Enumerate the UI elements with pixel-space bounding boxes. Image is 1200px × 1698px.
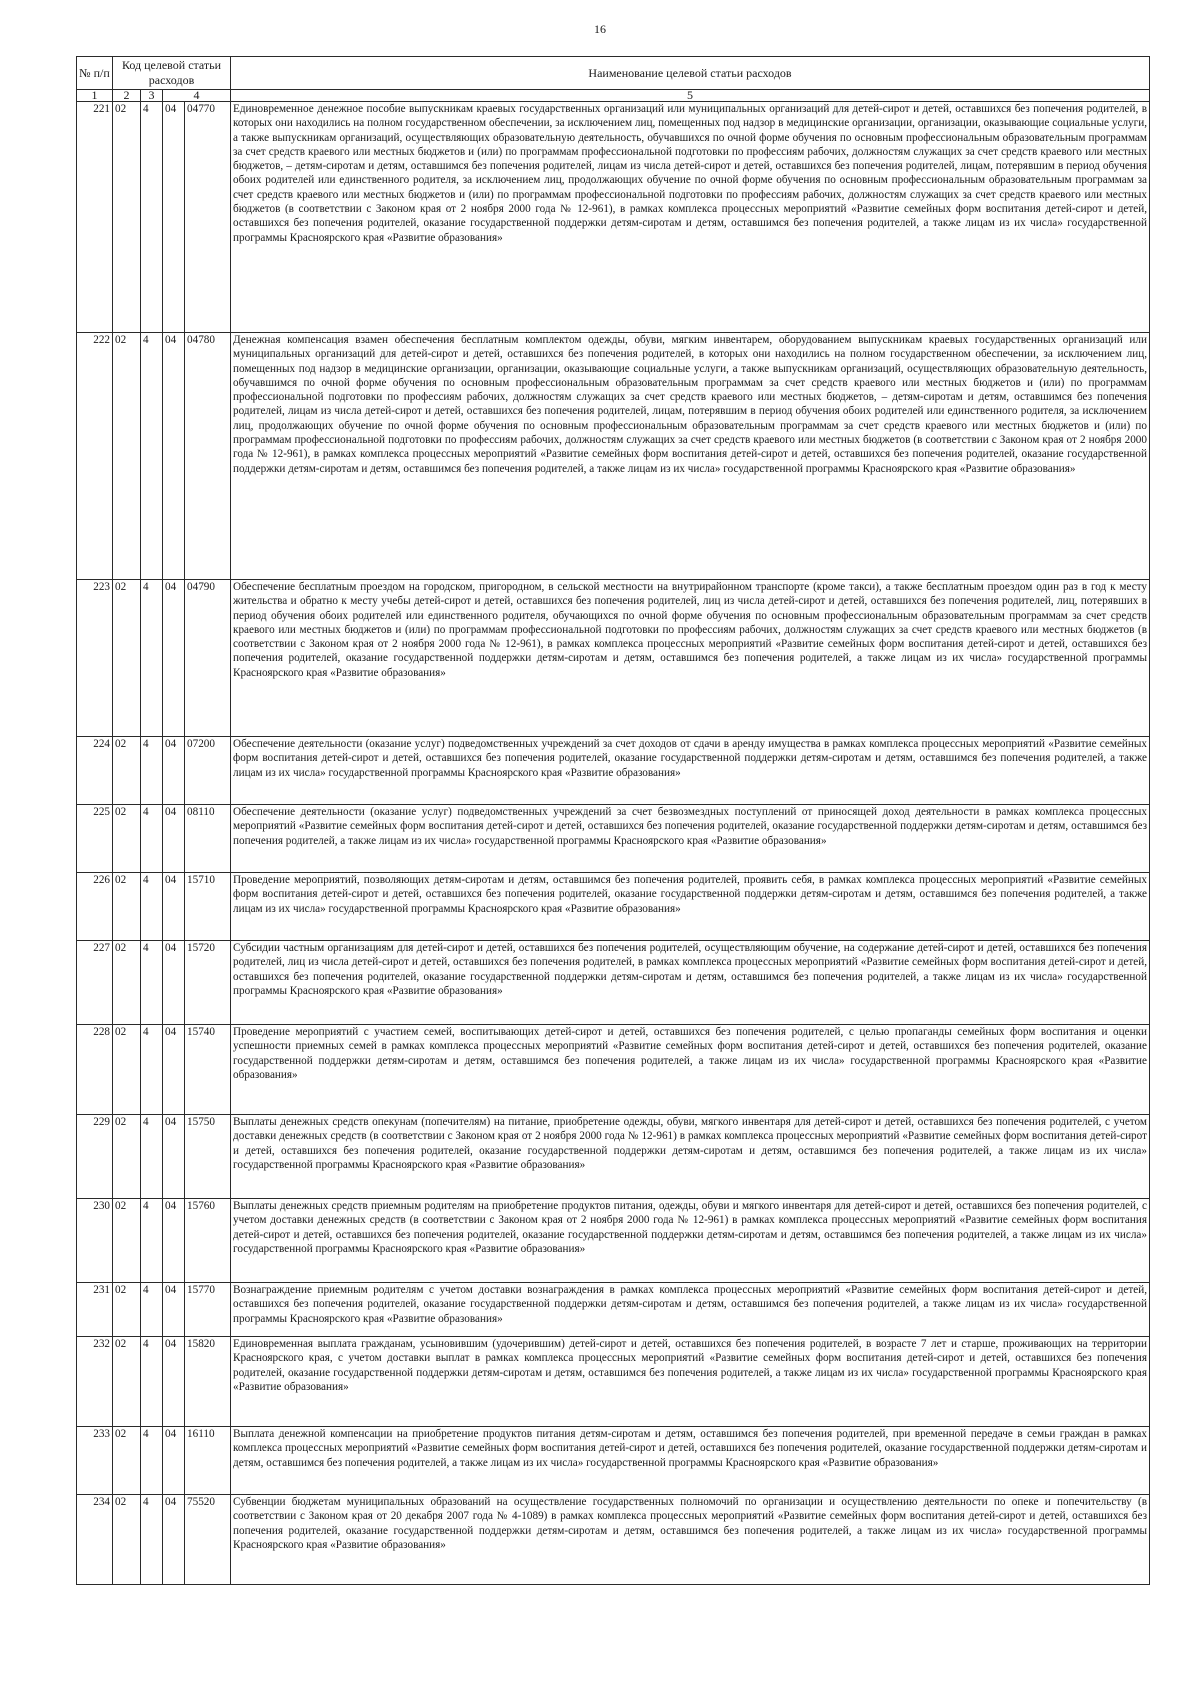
table-body (77, 102, 1150, 1585)
table-row (77, 1025, 1150, 1115)
table-row (77, 102, 1150, 333)
table-row (77, 1199, 1150, 1283)
code-type: 4 (141, 1199, 163, 1283)
header-index: 1 (77, 90, 113, 102)
code-type: 4 (141, 1495, 163, 1585)
expense-name: Денежная компенсация взамен обеспечения бесплатным комплектом одежды, обуви, мягким инвентарем, оборудованием выпускникам краевых государственных организаций или муниципальных организаций для детей-сирот и детей, оставшихся без попечения родителей, в которых они находились на полном государственном обеспечении, за исключением лиц, помещенных под надзор в медицинские организации, организации, оказывающие социальные услуги, а также выпускникам организаций, осуществляющих образовательную деятельность, обучавшимся по очной форме обучения по основным профессиональным образовательным программам за счет средств краевого или местных бюджетов и (или) по программам профессиональной подготовки по профессиям рабочих, должностям служащих за счет средств краевого или местных бюджетов, – детям-сиротам и детям, оставшимся без попечения родителей, лицам из числа детей-сирот и детей, оставшихся без попечения родителей, лицам, потерявшим в период обучения обоих родителей или единственного родителя, за исключением лиц, продолжающих обучение по очной форме обучения по основным профессиональным образовательным программам за счет средств краевого или местных бюджетов и (или) по программам профессиональной подготовки по профессиям рабочих, должностям служащих за счет средств краевого или местных бюджетов (в соответствии с Законом края от 2 ноября 2000 года № 12-961), в рамках комплекса процессных мероприятий «Развитие семейных форм воспитания детей-сирот и детей, оставшихся без попечения родителей, оказание государственной поддержки детям-сиротам и детям, оставшимся без попечения родителей, а также лицам из их числа» государственной программы Красноярского края «Развитие образования» (231, 333, 1150, 580)
table-row (77, 1283, 1150, 1337)
code-type: 4 (141, 941, 163, 1025)
expense-name: Единовременная выплата гражданам, усыновившим (удочерившим) детей-сирот и детей, оставшихся без попечения родителей, в возрасте 7 лет и старше, проживающих на территории Красноярского края, с учетом доставки выплат в рамках комплекса процессных мероприятий «Развитие семейных форм воспитания детей-сирот и детей, оставшихся без попечения родителей, оказание государственной поддержки детям-сиротам и детям, оставшимся без попечения родителей, а также лицам из их числа» государственной программы Красноярского края «Развитие образования» (231, 1337, 1150, 1427)
row-number: 223 (77, 580, 113, 737)
code-type: 4 (141, 1283, 163, 1337)
code-complex: 04 (163, 737, 185, 805)
code-direction: 75520 (185, 1495, 231, 1585)
code-program: 02 (113, 580, 141, 737)
row-number: 221 (77, 102, 113, 333)
code-direction: 15770 (185, 1283, 231, 1337)
code-type: 4 (141, 1115, 163, 1199)
table-header (77, 57, 1150, 102)
expense-name: Проведение мероприятий, позволяющих детям-сиротам и детям, оставшимся без попечения родителей, проявить себя, в рамках комплекса процессных мероприятий «Развитие семейных форм воспитания детей-сирот и детей, оставшихся без попечения родителей, оказание государственной поддержки детям-сиротам и детям, оставшимся без попечения родителей, а также лицам из их числа» государственной программы Красноярского края «Развитие образования» (231, 873, 1150, 941)
code-direction: 08110 (185, 805, 231, 873)
row-number: 228 (77, 1025, 113, 1115)
row-number: 233 (77, 1427, 113, 1495)
expense-name: Субсидии частным организациям для детей-сирот и детей, оставшихся без попечения родителей, осуществляющим обучение, на содержание детей-сирот и детей, оставшихся без попечения родителей, лиц из числа детей-сирот и детей, оставшихся без попечения родителей, в рамках комплекса процессных мероприятий «Развитие семейных форм воспитания детей-сирот и детей, оставшихся без попечения родителей, оказание государственной поддержки детям-сиротам и детям, оставшимся без попечения родителей, а также лицам из их числа» государственной программы Красноярского края «Развитие образования» (231, 941, 1150, 1025)
table-row (77, 333, 1150, 580)
code-type: 4 (141, 805, 163, 873)
budget-table (76, 56, 1150, 1585)
code-type: 4 (141, 737, 163, 805)
table-row (77, 1337, 1150, 1427)
code-direction: 15710 (185, 873, 231, 941)
code-program: 02 (113, 333, 141, 580)
expense-name: Вознаграждение приемным родителям с учетом доставки вознаграждения в рамках комплекса процессных мероприятий «Развитие семейных форм воспитания детей-сирот и детей, оставшихся без попечения родителей, оказание государственной поддержки детям-сиротам и детям, оставшимся без попечения родителей, а также лицам из их числа» государственной программы Красноярского края «Развитие образования» (231, 1283, 1150, 1337)
table-row (77, 1427, 1150, 1495)
table-row (77, 873, 1150, 941)
code-type: 4 (141, 1337, 163, 1427)
expense-name: Выплаты денежных средств приемным родителям на приобретение продуктов питания, одежды, обуви и мягкого инвентаря для детей-сирот и детей, оставшихся без попечения родителей, с учетом доставки денежных средств (в соответствии с Законом края от 2 ноября 2000 года № 12-961) в рамках комплекса процессных мероприятий «Развитие семейных форм воспитания детей-сирот и детей, оставшихся без попечения родителей, оказание государственной поддержки детям-сиротам и детям, оставшимся без попечения родителей, а также лицам из их числа» государственной программы Красноярского края «Развитие образования» (231, 1199, 1150, 1283)
row-number: 234 (77, 1495, 113, 1585)
header-index: 4 (163, 90, 231, 102)
code-direction: 15720 (185, 941, 231, 1025)
expense-name: Обеспечение бесплатным проездом на городском, пригородном, в сельской местности на внутрирайонном транспорте (кроме такси), а также бесплатным проездом один раз в год к месту жительства и обратно к месту учебы детей-сирот и детей, оставшихся без попечения родителей, лиц из числа детей-сирот и детей, оставшихся без попечения родителей, лиц, потерявших в период обучения обоих родителей или единственного родителя, обучающихся по очной форме обучения по основным профессиональным образовательным программам за счет средств краевого или местных бюджетов и (или) по программам профессиональной подготовки по профессиям рабочих, должностям служащих за счет средств краевого или местных бюджетов (в соответствии с Законом края от 2 ноября 2000 года № 12-961), в рамках комплекса процессных мероприятий «Развитие семейных форм воспитания детей-сирот и детей, оставшихся без попечения родителей, оказание государственной поддержки детям-сиротам и детям, оставшимся без попечения родителей, а также лицам из их числа» государственной программы Красноярского края «Развитие образования» (231, 580, 1150, 737)
row-number: 226 (77, 873, 113, 941)
code-direction: 15750 (185, 1115, 231, 1199)
code-program: 02 (113, 873, 141, 941)
code-program: 02 (113, 1495, 141, 1585)
header-index: 2 (113, 90, 141, 102)
expense-name: Выплаты денежных средств опекунам (попечителям) на питание, приобретение одежды, обуви, мягкого инвентаря для детей-сирот и детей, оставшихся без попечения родителей, с учетом доставки денежных средств (в соответствии с Законом края от 2 ноября 2000 года № 12-961) в рамках комплекса процессных мероприятий «Развитие семейных форм воспитания детей-сирот и детей, оставшихся без попечения родителей, оказание государственной поддержки детям-сиротам и детям, оставшимся без попечения родителей, а также лицам из их числа» государственной программы Красноярского края «Развитие образования» (231, 1115, 1150, 1199)
header-index: 3 (141, 90, 163, 102)
code-direction: 04790 (185, 580, 231, 737)
code-program: 02 (113, 1283, 141, 1337)
table-row (77, 1495, 1150, 1585)
code-complex: 04 (163, 1495, 185, 1585)
page-number: 16 (594, 22, 606, 36)
code-direction: 15740 (185, 1025, 231, 1115)
code-program: 02 (113, 1199, 141, 1283)
code-type: 4 (141, 1427, 163, 1495)
code-direction: 04780 (185, 333, 231, 580)
row-number: 231 (77, 1283, 113, 1337)
table-row (77, 805, 1150, 873)
code-complex: 04 (163, 1337, 185, 1427)
code-direction: 15760 (185, 1199, 231, 1283)
code-complex: 04 (163, 1115, 185, 1199)
code-type: 4 (141, 102, 163, 333)
code-complex: 04 (163, 333, 185, 580)
expense-name: Обеспечение деятельности (оказание услуг) подведомственных учреждений за счет доходов от сдачи в аренду имущества в рамках комплекса процессных мероприятий «Развитие семейных форм воспитания детей-сирот и детей, оставшихся без попечения родителей, оказание государственной поддержки детям-сиротам и детям, оставшимся без попечения родителей, а также лицам из их числа» государственной программы Красноярского края «Развитие образования» (231, 737, 1150, 805)
header-index: 5 (231, 90, 1150, 102)
code-program: 02 (113, 805, 141, 873)
code-program: 02 (113, 1115, 141, 1199)
code-direction: 16110 (185, 1427, 231, 1495)
code-complex: 04 (163, 1025, 185, 1115)
code-program: 02 (113, 1337, 141, 1427)
code-type: 4 (141, 1025, 163, 1115)
code-program: 02 (113, 1025, 141, 1115)
code-complex: 04 (163, 941, 185, 1025)
row-number: 227 (77, 941, 113, 1025)
code-complex: 04 (163, 873, 185, 941)
code-complex: 04 (163, 580, 185, 737)
code-complex: 04 (163, 805, 185, 873)
code-direction: 07200 (185, 737, 231, 805)
row-number: 232 (77, 1337, 113, 1427)
row-number: 225 (77, 805, 113, 873)
header-number: № п/п (77, 57, 113, 90)
row-number: 229 (77, 1115, 113, 1199)
expense-name: Проведение мероприятий с участием семей, воспитывающих детей-сирот и детей, оставшихся без попечения родителей, с целью пропаганды семейных форм воспитания и оценки успешности приемных семей в рамках комплекса процессных мероприятий «Развитие семейных форм воспитания детей-сирот и детей, оставшихся без попечения родителей, оказание государственной поддержки детям-сиротам и детям, оставшимся без попечения родителей, а также лицам из их числа» государственной программы Красноярского края «Развитие образования» (231, 1025, 1150, 1115)
code-complex: 04 (163, 1199, 185, 1283)
code-program: 02 (113, 941, 141, 1025)
table-row (77, 580, 1150, 737)
code-direction: 15820 (185, 1337, 231, 1427)
table-row (77, 1115, 1150, 1199)
code-complex: 04 (163, 1283, 185, 1337)
code-program: 02 (113, 1427, 141, 1495)
expense-name: Единовременное денежное пособие выпускникам краевых государственных организаций или муниципальных организаций для детей-сирот и детей, оставшихся без попечения родителей, в которых они находились на полном государственном обеспечении, за исключением лиц, помещенных под надзор в медицинские организации, организации, оказывающие социальные услуги, а также выпускникам организаций, осуществляющих образовательную деятельность, обучавшихся по очной форме обучения по основным профессиональным образовательным программам за счет средств краевого или местных бюджетов и (или) по программам профессиональной подготовки по профессиям рабочих, должностям служащих за счет средств краевого или местных бюджетов, – детям-сиротам и детям, оставшимся без попечения родителей, лицам из числа детей-сирот и детей, оставшихся без попечения родителей, лицам, потерявшим в период обучения обоих родителей или единственного родителя, за исключением лиц, продолжающих обучение по очной форме обучения по основным профессиональным образовательным программам за счет средств краевого или местных бюджетов и (или) по программам профессиональной подготовки по профессиям рабочих, должностям служащих за счет средств краевого или местных бюджетов (в соответствии с Законом края от 2 ноября 2000 года № 12-961), в рамках комплекса процессных мероприятий «Развитие семейных форм воспитания детей-сирот и детей, оставшихся без попечения родителей, оказание государственной поддержки детям-сиротам и детям, оставшимся без попечения родителей, а также лицам из их числа» государственной программы Красноярского края «Развитие образования» (231, 102, 1150, 333)
row-number: 222 (77, 333, 113, 580)
code-complex: 04 (163, 102, 185, 333)
code-complex: 04 (163, 1427, 185, 1495)
code-type: 4 (141, 333, 163, 580)
row-number: 224 (77, 737, 113, 805)
code-direction: 04770 (185, 102, 231, 333)
expense-name: Выплата денежной компенсации на приобретение продуктов питания детям-сиротам и детям, оставшимся без попечения родителей, при временной передаче в семьи граждан в рамках комплекса процессных мероприятий «Развитие семейных форм воспитания детей-сирот и детей, оставшихся без попечения родителей, оказание государственной поддержки детям-сиротам и детям, оставшимся без попечения родителей, а также лицам из их числа» государственной программы Красноярского края «Развитие образования» (231, 1427, 1150, 1495)
table-row (77, 737, 1150, 805)
code-type: 4 (141, 873, 163, 941)
table-row (77, 941, 1150, 1025)
code-type: 4 (141, 580, 163, 737)
row-number: 230 (77, 1199, 113, 1283)
header-name: Наименование целевой статьи расходов (231, 57, 1150, 90)
expense-name: Субвенции бюджетам муниципальных образований на осуществление государственных полномочий по организации и осуществлению деятельности по опеке и попечительству (в соответствии с Законом края от 20 декабря 2007 года № 4-1089) в рамках комплекса процессных мероприятий «Развитие семейных форм воспитания детей-сирот и детей, оставшихся без попечения родителей, оказание государственной поддержки детям-сиротам и детям, оставшимся без попечения родителей, а также лицам из их числа» государственной программы Красноярского края «Развитие образования» (231, 1495, 1150, 1585)
code-program: 02 (113, 102, 141, 333)
expense-name: Обеспечение деятельности (оказание услуг) подведомственных учреждений за счет безвозмездных поступлений от приносящей доход деятельности в рамках комплекса процессных мероприятий «Развитие семейных форм воспитания детей-сирот и детей, оставшихся без попечения родителей, оказание государственной поддержки детям-сиротам и детям, оставшимся без попечения родителей, а также лицам из их числа» государственной программы Красноярского края «Развитие образования» (231, 805, 1150, 873)
header-index-row (77, 90, 1150, 102)
header-code: Код целевой статьи расходов (113, 57, 231, 90)
code-program: 02 (113, 737, 141, 805)
